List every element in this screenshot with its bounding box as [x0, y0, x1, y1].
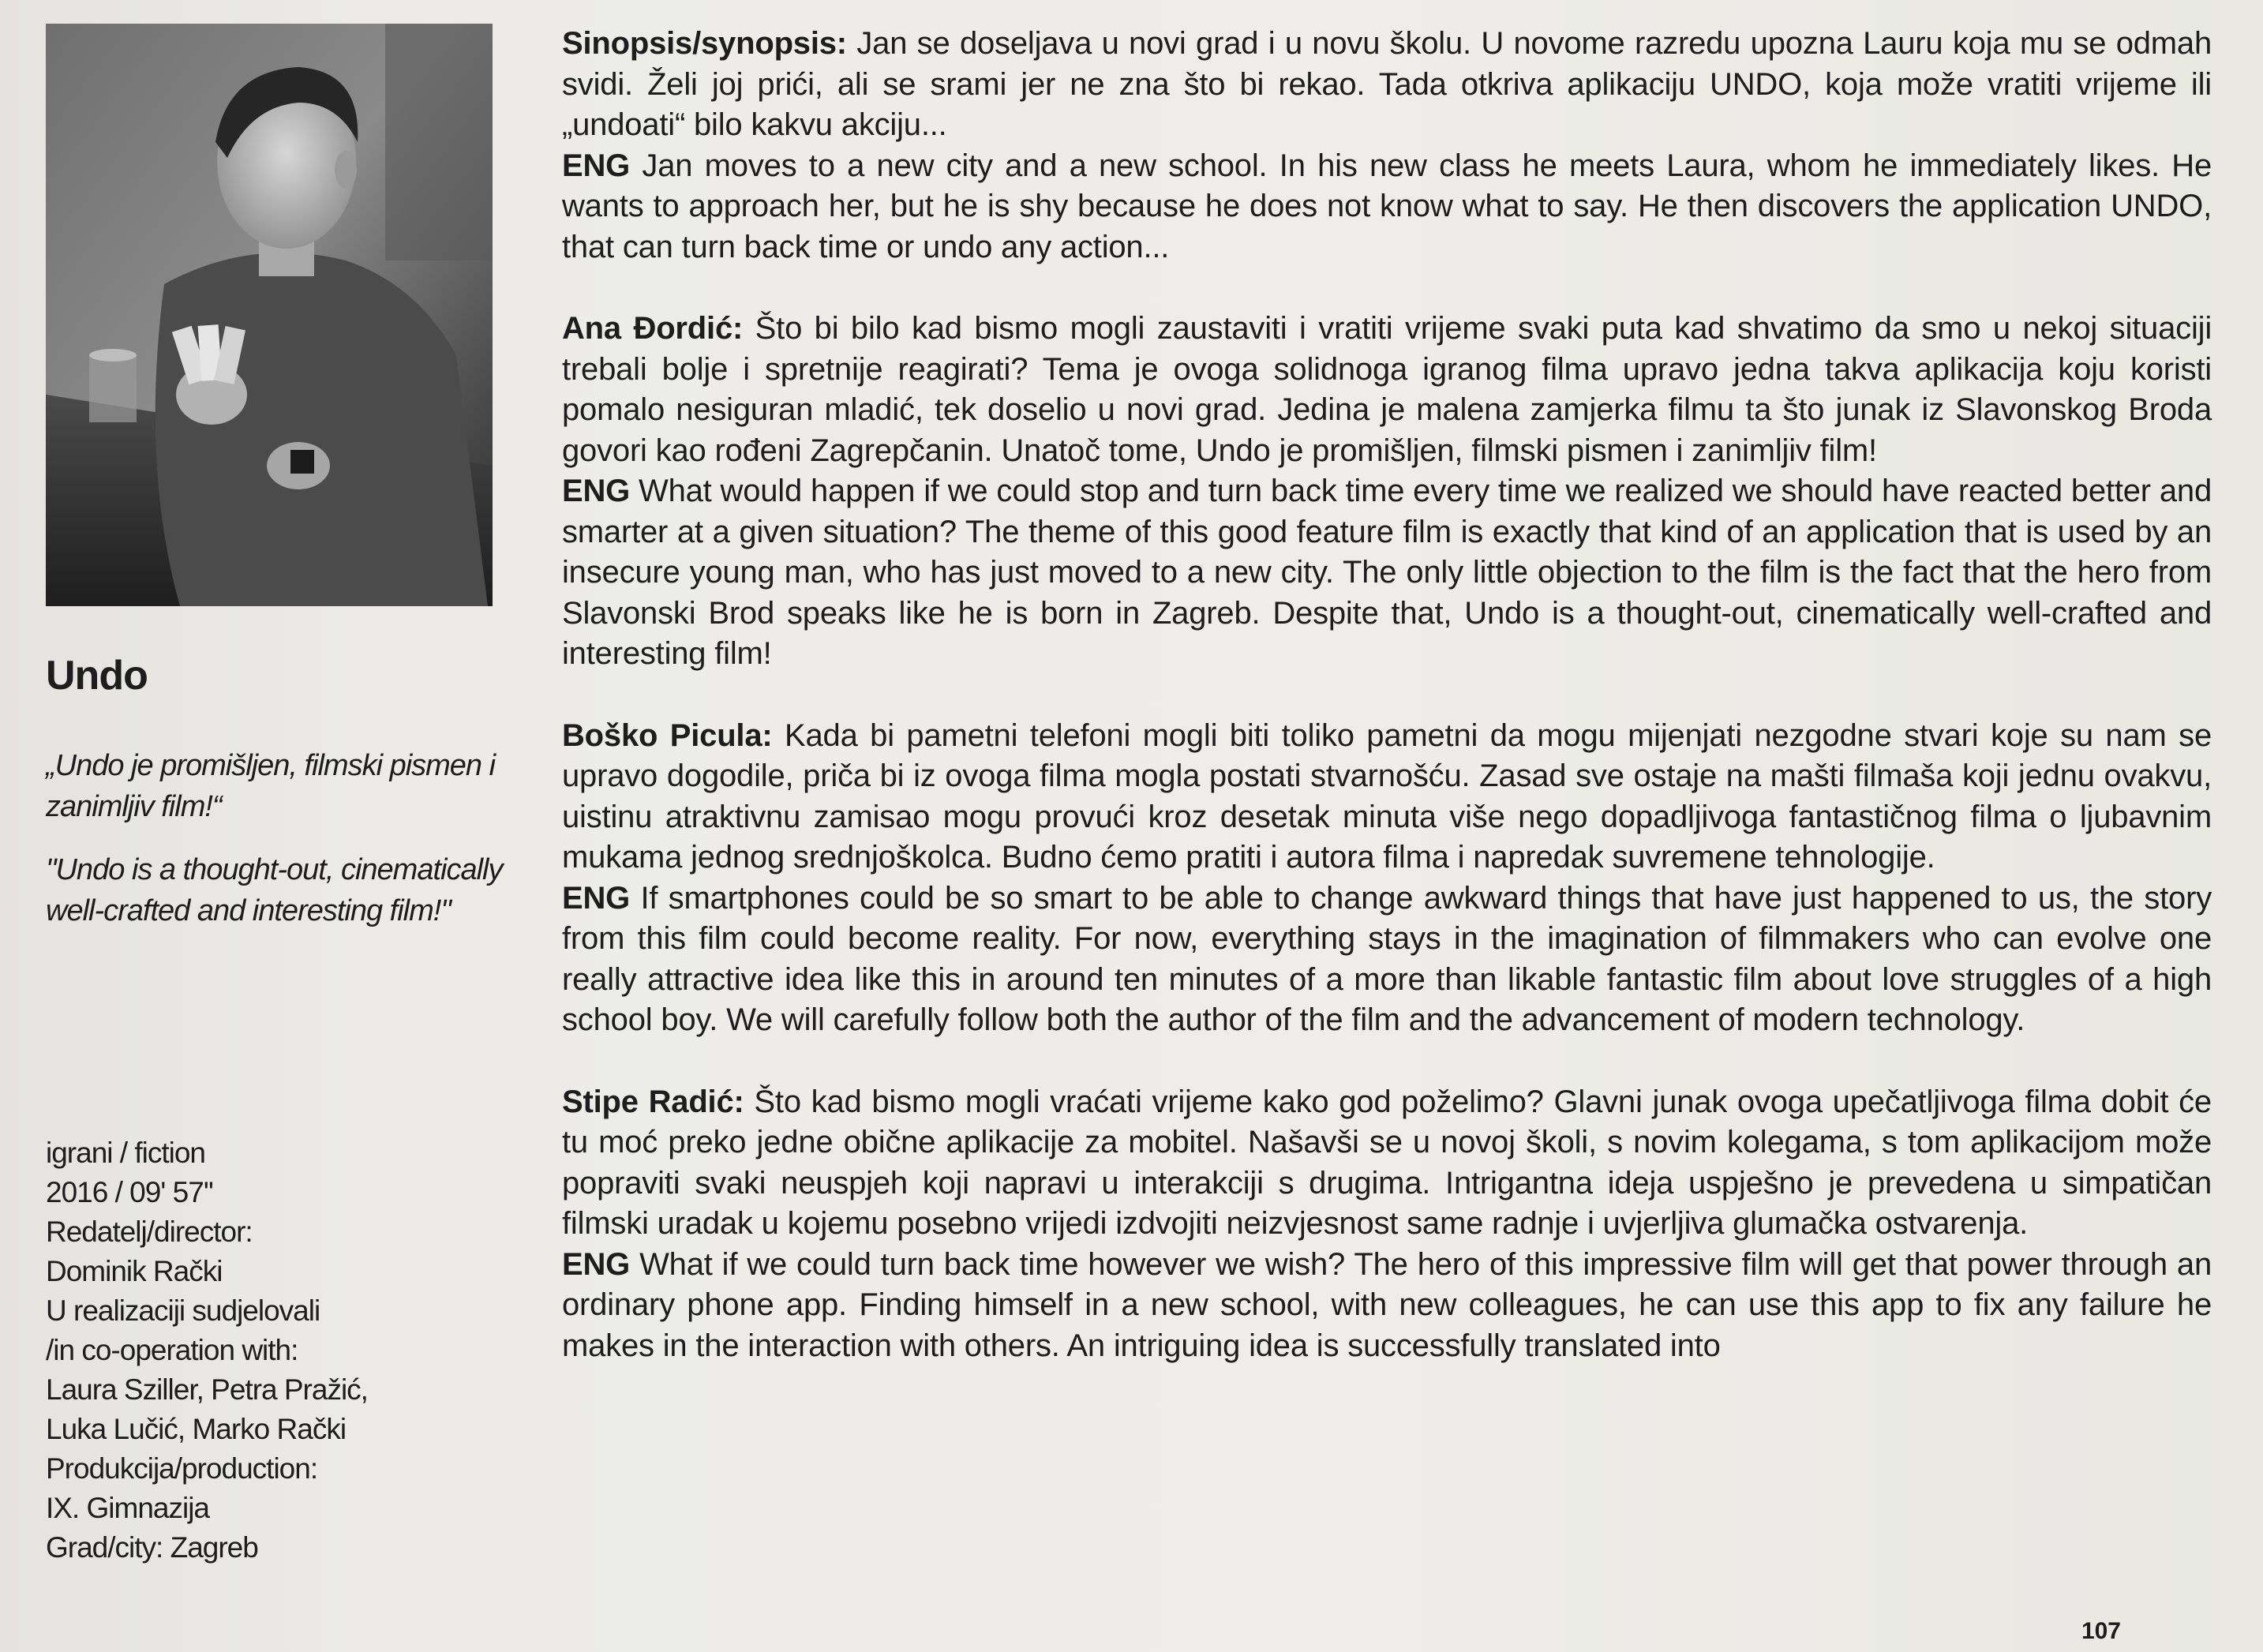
credit-director-label: Redatelj/director:	[46, 1216, 253, 1248]
review-1-en-text: What would happen if we could stop and turn back time every time we realized we should have reacted better and smarter at a given situation? The theme of this good feature film is exactly that kind of an application that is used by an insecure young man, who has just moved to a new city. The only little objection to the film is the fact that the hero from Slavonski Brod speaks like he is born in Zagreb. Despite that, Undo is a thought-out, cinematically well-crafted and interesting film!	[562, 474, 2212, 671]
quote-croatian: „Undo je promišljen, filmski pismen i zanimljiv film!“	[46, 749, 496, 823]
credit-cooperation-label-hr: U realizaciji sudjelovali	[46, 1294, 320, 1327]
review-2-eng-label: ENG	[562, 880, 631, 916]
review-2-hr	[562, 716, 2212, 878]
film-still-photo	[46, 24, 493, 606]
synopsis-hr	[562, 24, 2212, 146]
synopsis-hr-text: Jan se doseljava u novi grad i u novu školu. U novome razredu upozna Lauru koja mu se odmah svidi. Želi joj prići, ali se srami jer ne zna što bi rekao. Tada otkriva aplikaciju UNDO, koja može vratiti vrijeme ili „undoati“ bilo kakvu akciju...	[562, 26, 2212, 142]
synopsis-en	[562, 146, 2212, 268]
review-3-en	[562, 1245, 2212, 1367]
credit-production-name: IX. Gimnazija	[46, 1492, 210, 1524]
credit-year-duration: 2016 / 09' 57''	[46, 1176, 213, 1208]
credit-cooperation-names-2: Luka Lučić, Marko Rački	[46, 1413, 347, 1445]
film-still-image	[46, 24, 493, 606]
review-3-author: Stipe Radić:	[562, 1084, 744, 1119]
review-1-eng-label: ENG	[562, 474, 631, 508]
credit-production-label: Produkcija/production:	[46, 1452, 318, 1485]
review-1-en	[562, 471, 2212, 675]
film-info-column	[46, 652, 535, 953]
review-1-hr	[562, 309, 2212, 471]
review-3-hr-text: Što kad bismo mogli vraćati vrijeme kako god poželimo? Glavni junak ovoga upečatljivoga filma dobit će tu moć preko jedne obične aplikacije za mobitel. Našavši se u novoj školi, s novim kolegama, s tom aplikacijom može popraviti svaki neuspjeh koji napravi u interakciji s drugima. Intrigantna ideja uspješno je prevedena u simpatičan filmski uradak u kojemu posebno vrijedi izdvojiti neizvjesnost same radnje i uvjerljiva glumačka ostvarenja.	[562, 1084, 2212, 1241]
review-3-en-text: What if we could turn back time however we wish? The hero of this impressive film will get that power through an ordinary phone app. Finding himself in a new school, with new colleagues, he can use this app to fix any failure he makes in the interaction with others. An intriguing idea is successfully translated into	[562, 1246, 2212, 1363]
credit-director-name: Dominik Rački	[46, 1255, 223, 1287]
synopsis-en-text: Jan moves to a new city and a new school. In his new class he meets Laura, whom he immediately likes. He wants to approach her, but he is shy because he does not know what to say. He then discovers the application UNDO, that can turn back time or undo any action...	[562, 148, 2212, 264]
review-1-author: Ana Đordić:	[562, 311, 744, 346]
review-3-eng-label: ENG	[562, 1246, 631, 1282]
credit-cooperation-label-en: /in co-operation with:	[46, 1334, 298, 1366]
review-3-hr	[562, 1082, 2212, 1245]
review-1-hr-text: Što bi bilo kad bismo mogli zaustaviti i vratiti vrijeme svaki puta kad shvatimo da smo u nekoj situaciji trebali bolje i spretnije reagirati? Tema je ovoga solidnoga igranog filma upravo jedna takva aplikacija koju koristi pomalo nesiguran mladić, tek doselio u novi grad. Jedina je malena zamjerka filmu ta što junak iz Slavonskog Broda govori kao rođeni Zagrepčanin. Unatoč tome, Undo je promišljen, filmski pismen i zanimljiv film!	[562, 311, 2212, 468]
credit-cooperation-names-1: Laura Sziller, Petra Pražić,	[46, 1373, 368, 1406]
film-title: Undo	[46, 653, 148, 699]
review-2-author: Boško Picula:	[562, 717, 773, 753]
review-2-hr-text: Kada bi pametni telefoni mogli biti toliko pametni da mogu mijenjati nezgodne stvari koje su nam se upravo dogodile, priča bi iz ovoga filma mogla postati stvarnošću. Zasad sve ostaje na mašti filmaša koji jednu ovakvu, uistinu atraktivnu zamisao mogu provući kroz desetak minuta više nego dopadljivoga fantastičnog filma o ljubavnim mukama jednog srednjoškolca. Budno ćemo pratiti i autora filma i napredak suvremene tehnologije.	[562, 717, 2212, 875]
page-number: 107	[2081, 1618, 2121, 1644]
credit-genre: igrani / fiction	[46, 1137, 205, 1169]
credit-city: Grad/city: Zagreb	[46, 1531, 258, 1564]
film-credits	[46, 1133, 535, 1568]
quote-english: "Undo is a thought-out, cinematically well-crafted and interesting film!"	[46, 853, 503, 927]
synopsis-label: Sinopsis/synopsis:	[562, 26, 847, 61]
review-2-en	[562, 878, 2212, 1041]
synopsis-eng-label: ENG	[562, 148, 631, 183]
review-2-en-text: If smartphones could be so smart to be able to change awkward things that have just happened to us, the story from this film could become reality. For now, everything stays in the imagination of filmmakers who can evolve one really attractive idea like this in around ten minutes of a more than likable fantastic film about love struggles of a high school boy. We will carefully follow both the author of the film and the advancement of modern technology.	[562, 880, 2212, 1037]
text-column	[562, 24, 2212, 1366]
